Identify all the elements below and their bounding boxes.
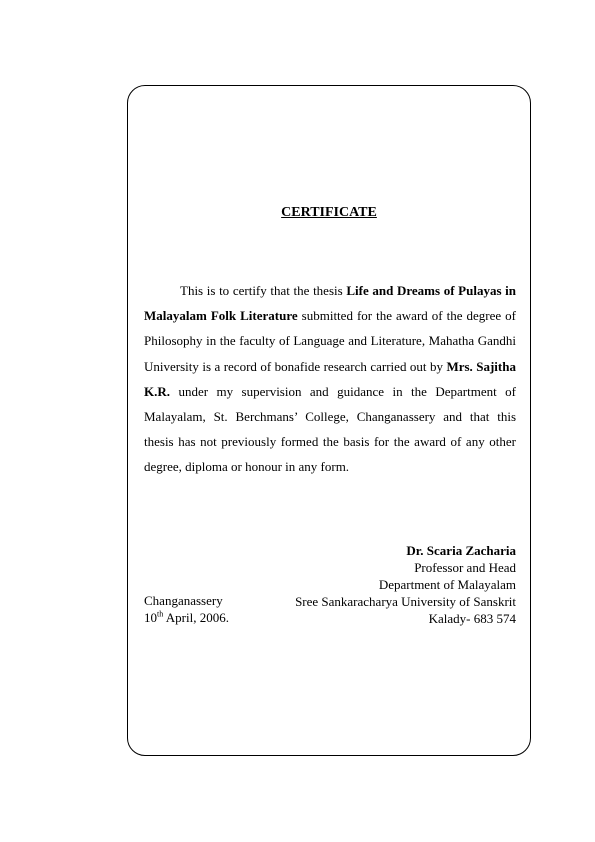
place-date-block — [144, 592, 229, 626]
body-text-middle: submitted for the award of the degree of Philosophy in the faculty of Language and Literature, Mahatha Gandhi University is a record of bonafide research carried out by — [144, 308, 516, 374]
body-text-end: under my supervision and guidance in the Department of Malayalam, St. Berchmans’ College, Changanassery and that this thesis has not previously formed the basis for the award of any other degree, diploma or honour in any form. — [144, 383, 516, 475]
signatory-name: Dr. Scaria Zacharia — [406, 543, 516, 558]
date-day-suffix: th — [157, 609, 164, 619]
signatory-address: Kalady- 683 574 — [428, 611, 516, 626]
date — [144, 609, 229, 626]
candidate-name: Mrs. Sajitha K.R. — [144, 358, 516, 399]
body-text-intro: This is to certify that the thesis — [180, 283, 347, 298]
certificate-body — [144, 278, 516, 480]
signatory-designation: Professor and Head — [414, 560, 516, 575]
signatory-department: Department of Malayalam — [378, 577, 516, 592]
date-day: 10 — [144, 610, 157, 625]
date-month-year: April, 2006. — [163, 610, 229, 625]
signatory-university: Sree Sankaracharya University of Sanskrit — [295, 594, 516, 609]
place: Changanassery — [144, 593, 223, 608]
certificate-title: CERTIFICATE — [281, 205, 377, 220]
signatory-block — [295, 542, 516, 627]
thesis-title: Life and Dreams of Pulayas in Malayalam Folk Literature — [144, 283, 516, 324]
